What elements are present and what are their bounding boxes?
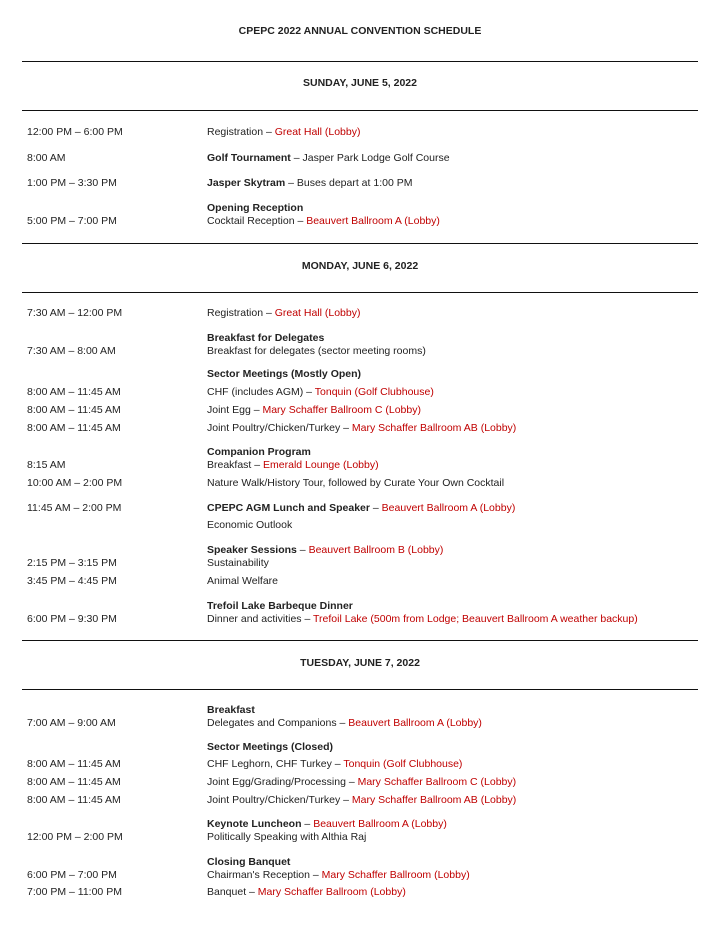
location: Beauvert Ballroom A (Lobby) bbox=[381, 502, 516, 514]
schedule-item: Joint Egg/Grading/Processing – Mary Schaffer Ballroom C (Lobby) bbox=[207, 776, 517, 788]
time-cell: 7:30 AM – 12:00 PM bbox=[27, 307, 123, 319]
time-cell: 6:00 PM – 9:30 PM bbox=[27, 613, 117, 625]
session-heading: Sector Meetings (Closed) bbox=[207, 741, 334, 753]
schedule-item: Jasper Skytram – Buses depart at 1:00 PM bbox=[207, 177, 413, 189]
divider bbox=[22, 110, 698, 111]
day-header-monday: MONDAY, JUNE 6, 2022 bbox=[301, 260, 419, 272]
time-cell: 2:15 PM – 3:15 PM bbox=[27, 557, 117, 569]
location: Mary Schaffer Ballroom C (Lobby) bbox=[357, 776, 517, 788]
schedule-item: Breakfast for delegates (sector meeting rooms) bbox=[207, 345, 426, 357]
time-cell: 5:00 PM – 7:00 PM bbox=[27, 215, 117, 227]
divider bbox=[22, 640, 698, 641]
divider bbox=[22, 243, 698, 244]
day-header-sunday: SUNDAY, JUNE 5, 2022 bbox=[302, 77, 417, 89]
location: Mary Schaffer Ballroom C (Lobby) bbox=[262, 404, 421, 416]
schedule-item: Golf Tournament – Jasper Park Lodge Golf Course bbox=[207, 152, 450, 164]
schedule-item: Economic Outlook bbox=[207, 519, 293, 531]
time-cell: 7:30 AM – 8:00 AM bbox=[27, 345, 116, 357]
schedule-item: Joint Egg – Mary Schaffer Ballroom C (Lobby) bbox=[207, 404, 421, 416]
schedule-item: Breakfast – Emerald Lounge (Lobby) bbox=[207, 459, 379, 471]
location: Tonquin (Golf Clubhouse) bbox=[343, 758, 463, 770]
session-heading: Closing Banquet bbox=[207, 856, 291, 868]
time-cell: 6:00 PM – 7:00 PM bbox=[27, 869, 117, 881]
session-heading: Speaker Sessions – Beauvert Ballroom B (Lobby) bbox=[207, 544, 444, 556]
schedule-item: Chairman's Reception – Mary Schaffer Ballroom (Lobby) bbox=[207, 869, 470, 881]
location: Trefoil Lake (500m from Lodge; Beauvert Ballroom A weather backup) bbox=[313, 613, 638, 625]
time-cell: 8:00 AM – 11:45 AM bbox=[27, 794, 121, 806]
day-header-tuesday: TUESDAY, JUNE 7, 2022 bbox=[300, 657, 420, 669]
location: Mary Schaffer Ballroom (Lobby) bbox=[257, 886, 406, 898]
session-heading: Companion Program bbox=[207, 446, 311, 458]
session-heading: Keynote Luncheon – Beauvert Ballroom A (Lobby) bbox=[207, 818, 447, 830]
schedule-item: Politically Speaking with Althia Raj bbox=[207, 831, 367, 843]
location: Beauvert Ballroom A (Lobby) bbox=[313, 818, 447, 830]
schedule-item: Dinner and activities – Trefoil Lake (500m from Lodge; Beauvert Ballroom A weather backup) bbox=[207, 613, 638, 625]
location: Beauvert Ballroom A (Lobby) bbox=[306, 215, 440, 227]
session-heading: Sector Meetings (Mostly Open) bbox=[207, 368, 362, 380]
page-title: CPEPC 2022 ANNUAL CONVENTION SCHEDULE bbox=[238, 25, 482, 37]
session-heading: Breakfast bbox=[207, 704, 255, 716]
schedule-item: Registration – Great Hall (Lobby) bbox=[207, 126, 361, 138]
time-cell: 11:45 AM – 2:00 PM bbox=[27, 502, 122, 514]
schedule-item: CHF (includes AGM) – Tonquin (Golf Clubhouse) bbox=[207, 386, 434, 398]
divider bbox=[22, 689, 698, 690]
schedule-item: CPEPC AGM Lunch and Speaker – Beauvert Ballroom A (Lobby) bbox=[207, 502, 516, 514]
schedule-item: Registration – Great Hall (Lobby) bbox=[207, 307, 361, 319]
location: Emerald Lounge (Lobby) bbox=[263, 459, 379, 471]
divider bbox=[22, 61, 698, 62]
schedule-item: Animal Welfare bbox=[207, 575, 278, 587]
schedule-item: Nature Walk/History Tour, followed by Curate Your Own Cocktail bbox=[207, 477, 505, 489]
session-heading: Opening Reception bbox=[207, 202, 304, 214]
time-cell: 7:00 AM – 9:00 AM bbox=[27, 717, 116, 729]
location: Beauvert Ballroom B (Lobby) bbox=[308, 544, 444, 556]
time-cell: 8:00 AM – 11:45 AM bbox=[27, 404, 121, 416]
divider bbox=[22, 292, 698, 293]
time-cell: 12:00 PM – 6:00 PM bbox=[27, 126, 123, 138]
time-cell: 8:00 AM – 11:45 AM bbox=[27, 422, 121, 434]
schedule-item: Joint Poultry/Chicken/Turkey – Mary Schaffer Ballroom AB (Lobby) bbox=[207, 794, 517, 806]
session-heading: Breakfast for Delegates bbox=[207, 332, 325, 344]
time-cell: 7:00 PM – 11:00 PM bbox=[27, 886, 122, 898]
time-cell: 12:00 PM – 2:00 PM bbox=[27, 831, 123, 843]
location: Great Hall (Lobby) bbox=[274, 126, 361, 138]
session-heading: Trefoil Lake Barbeque Dinner bbox=[207, 600, 353, 612]
time-cell: 8:00 AM bbox=[27, 152, 66, 164]
schedule-item: CHF Leghorn, CHF Turkey – Tonquin (Golf Clubhouse) bbox=[207, 758, 463, 770]
location: Mary Schaffer Ballroom (Lobby) bbox=[321, 869, 470, 881]
time-cell: 8:15 AM bbox=[27, 459, 66, 471]
time-cell: 3:45 PM – 4:45 PM bbox=[27, 575, 117, 587]
time-cell: 10:00 AM – 2:00 PM bbox=[27, 477, 123, 489]
location: Great Hall (Lobby) bbox=[274, 307, 361, 319]
time-cell: 8:00 AM – 11:45 AM bbox=[27, 386, 121, 398]
time-cell: 8:00 AM – 11:45 AM bbox=[27, 758, 121, 770]
time-cell: 8:00 AM – 11:45 AM bbox=[27, 776, 121, 788]
location: Mary Schaffer Ballroom AB (Lobby) bbox=[351, 422, 517, 434]
schedule-item: Sustainability bbox=[207, 557, 269, 569]
location: Beauvert Ballroom A (Lobby) bbox=[348, 717, 482, 729]
location: Tonquin (Golf Clubhouse) bbox=[314, 386, 434, 398]
location: Mary Schaffer Ballroom AB (Lobby) bbox=[351, 794, 517, 806]
schedule-item: Cocktail Reception – Beauvert Ballroom A (Lobby) bbox=[207, 215, 440, 227]
schedule-item: Delegates and Companions – Beauvert Ballroom A (Lobby) bbox=[207, 717, 482, 729]
schedule-item: Banquet – Mary Schaffer Ballroom (Lobby) bbox=[207, 886, 406, 898]
time-cell: 1:00 PM – 3:30 PM bbox=[27, 177, 117, 189]
schedule-item: Joint Poultry/Chicken/Turkey – Mary Schaffer Ballroom AB (Lobby) bbox=[207, 422, 517, 434]
